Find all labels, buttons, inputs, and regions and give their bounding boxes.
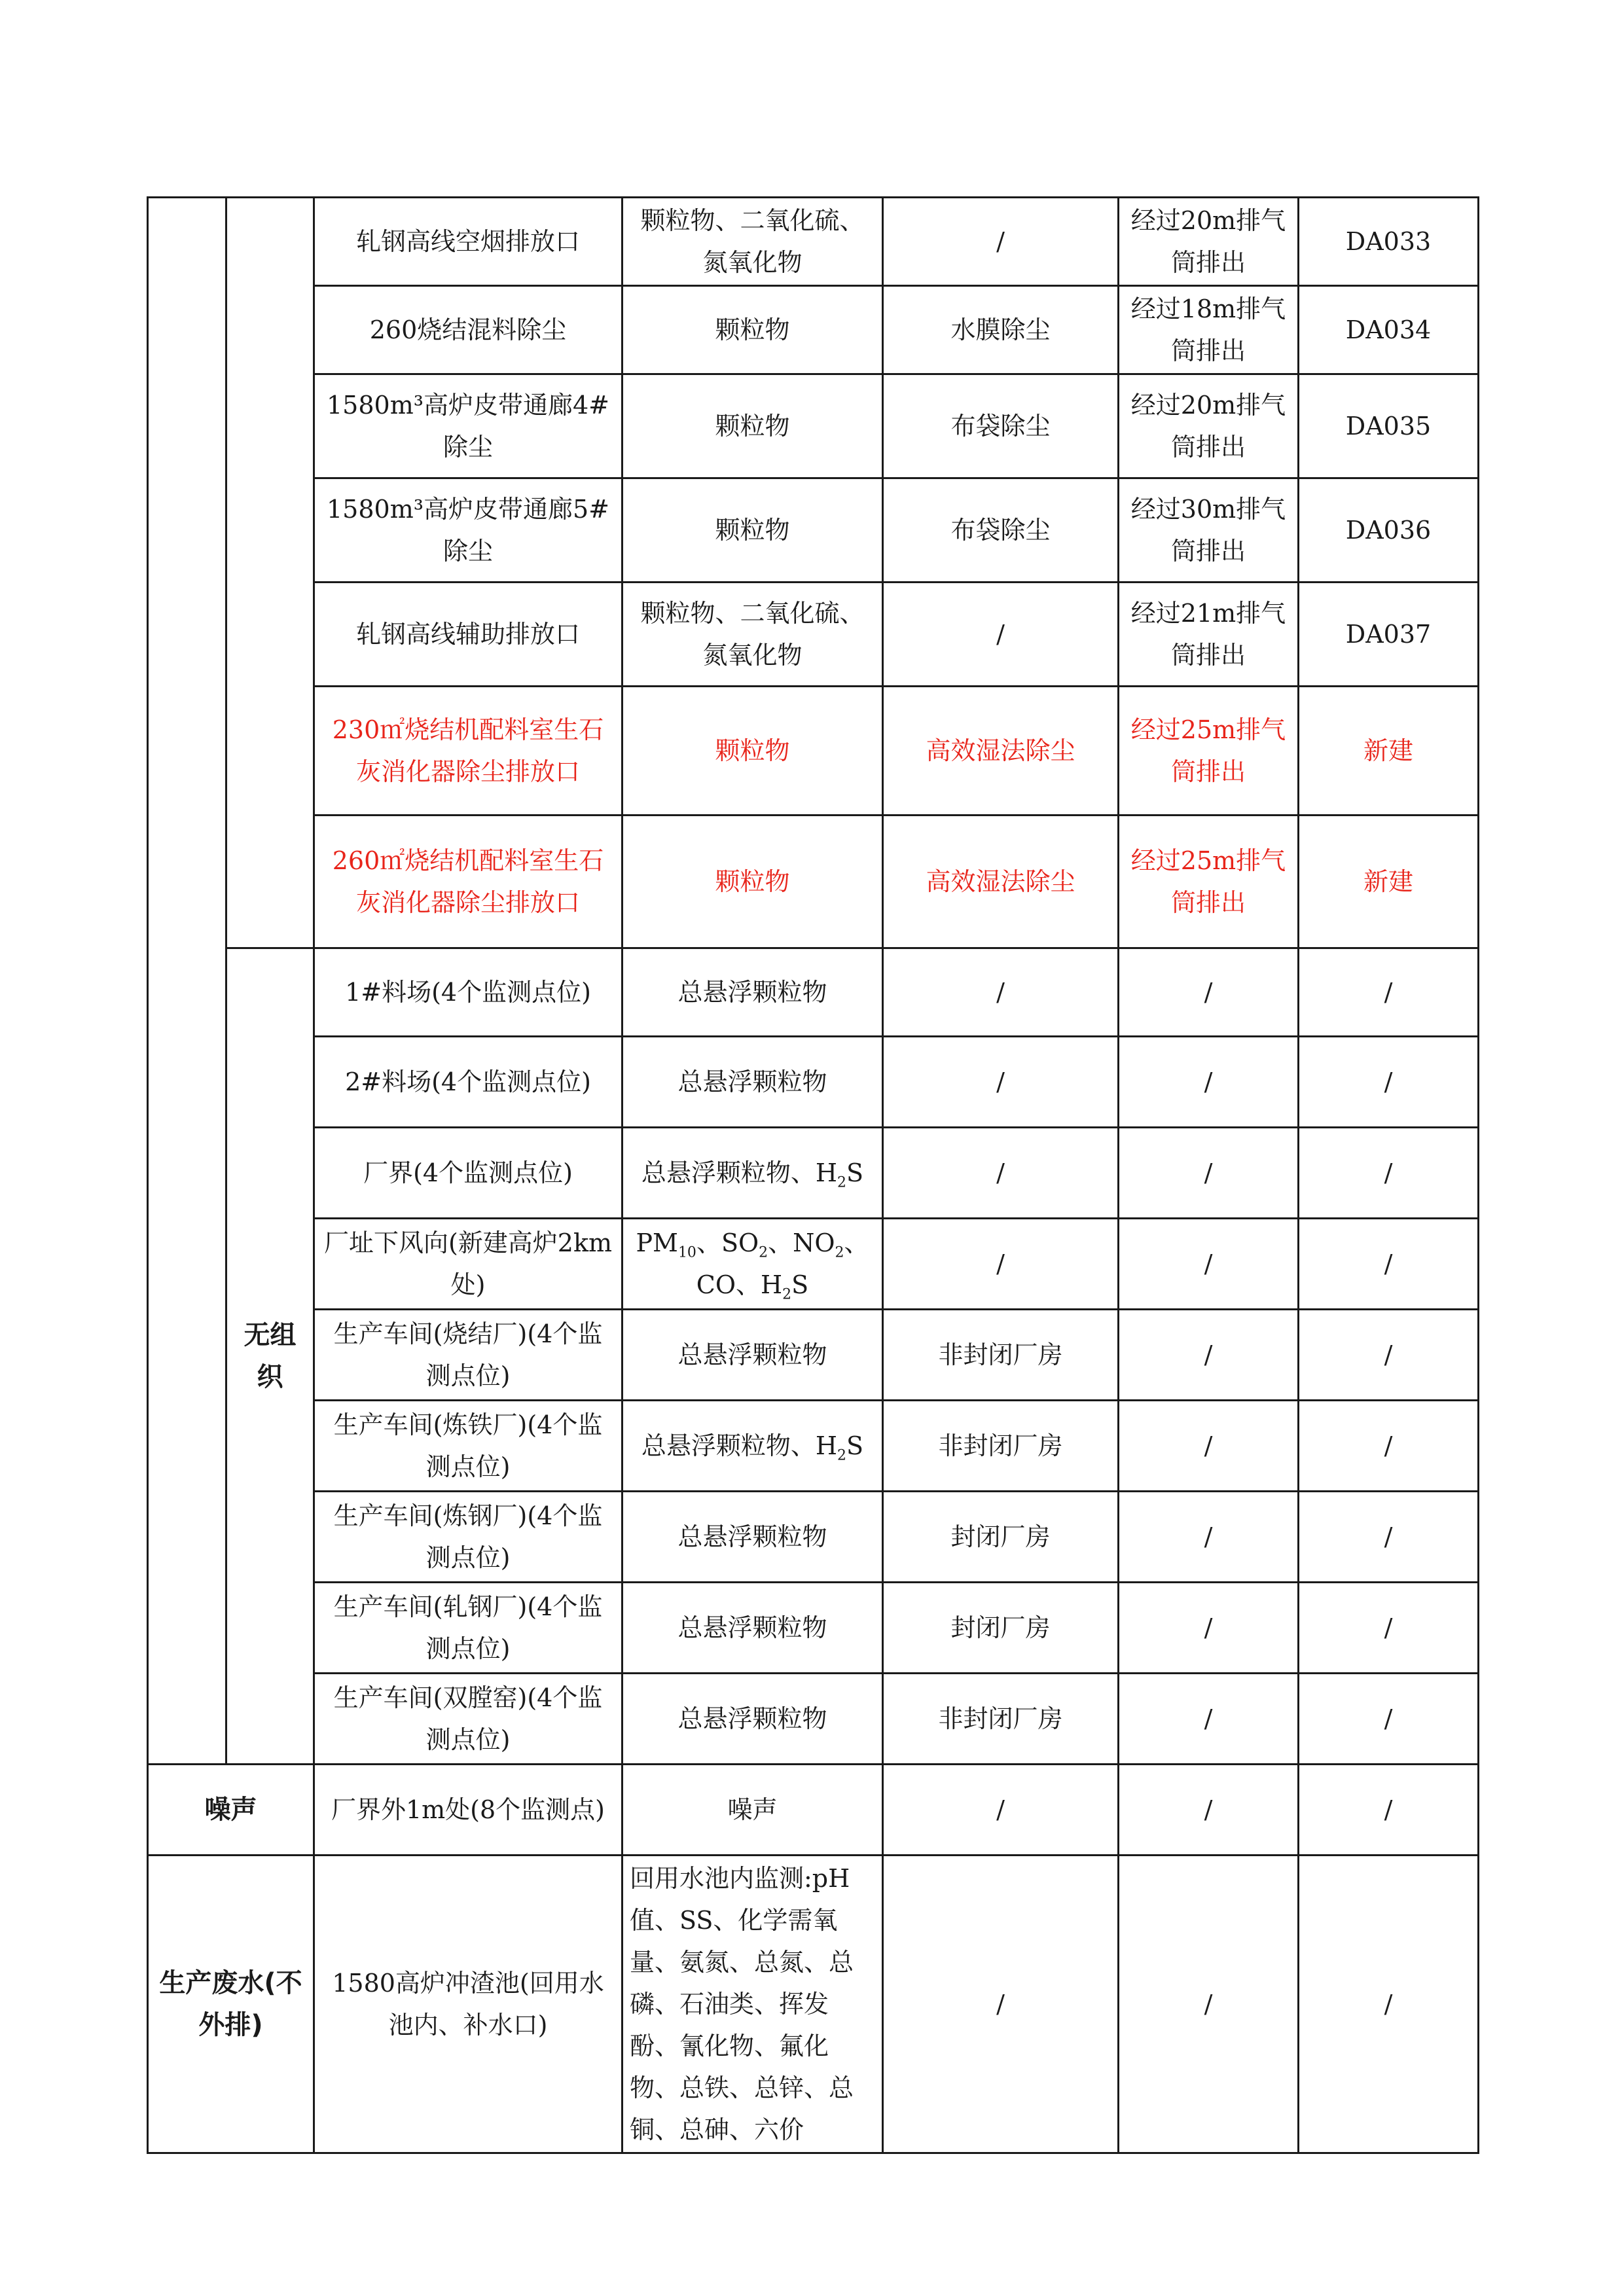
discharge-cell: 经过20m排气筒排出	[1119, 198, 1299, 286]
pollutant-cell: 总悬浮颗粒物	[623, 1037, 883, 1128]
subcategory-cell-organized	[226, 198, 314, 948]
measure-cell: /	[883, 1765, 1119, 1856]
outlet-cell: /	[1299, 1401, 1479, 1492]
outlet-cell: /	[1299, 1219, 1479, 1310]
location-cell: 1580m³高炉皮带通廊4#除尘	[314, 374, 623, 478]
outlet-cell: /	[1299, 1037, 1479, 1128]
table-row	[148, 1401, 1479, 1492]
category-cell-air	[148, 198, 226, 1765]
measure-cell: 非封闭厂房	[883, 1674, 1119, 1765]
discharge-cell: /	[1119, 1674, 1299, 1765]
table-row	[148, 286, 1479, 374]
outlet-cell: /	[1299, 948, 1479, 1037]
pollutant-cell: $PM_{10}$、$SO_2$、$NO_2$、CO、$H_2S$	[623, 1219, 883, 1310]
table-row	[148, 1037, 1479, 1128]
discharge-cell: /	[1119, 1401, 1299, 1492]
pollutant-cell: 颗粒物、二氧化硫、氮氧化物	[623, 198, 883, 286]
location-cell: 轧钢高线空烟排放口	[314, 198, 623, 286]
discharge-cell: /	[1119, 1128, 1299, 1219]
table-row	[148, 1674, 1479, 1765]
location-cell: 260㎡烧结机配料室生石灰消化器除尘排放口	[314, 816, 623, 948]
measure-cell: 布袋除尘	[883, 478, 1119, 583]
category-cell-noise: 噪声	[148, 1765, 314, 1856]
discharge-cell: 经过30m排气筒排出	[1119, 478, 1299, 583]
measure-cell: /	[883, 1037, 1119, 1128]
pollutant-cell: 总悬浮颗粒物	[623, 1583, 883, 1674]
location-cell: 1580高炉冲渣池(回用水池内、补水口)	[314, 1856, 623, 2153]
location-cell: 生产车间(烧结厂)(4个监测点位)	[314, 1310, 623, 1401]
location-cell: 轧钢高线辅助排放口	[314, 583, 623, 687]
pollutant-cell: 颗粒物	[623, 816, 883, 948]
outlet-cell: /	[1299, 1765, 1479, 1856]
pollutant-cell: 颗粒物	[623, 687, 883, 816]
measure-cell: /	[883, 948, 1119, 1037]
pollutant-cell: 噪声	[623, 1765, 883, 1856]
measure-cell: 封闭厂房	[883, 1492, 1119, 1583]
discharge-cell: /	[1119, 1765, 1299, 1856]
discharge-cell: /	[1119, 1219, 1299, 1310]
discharge-cell: 经过20m排气筒排出	[1119, 374, 1299, 478]
pollutant-cell: 颗粒物	[623, 286, 883, 374]
measure-cell: /	[883, 1128, 1119, 1219]
measure-cell: 高效湿法除尘	[883, 687, 1119, 816]
location-cell: 生产车间(双膛窑)(4个监测点位)	[314, 1674, 623, 1765]
measure-cell: 水膜除尘	[883, 286, 1119, 374]
location-cell: 生产车间(炼钢厂)(4个监测点位)	[314, 1492, 623, 1583]
discharge-cell: 经过18m排气筒排出	[1119, 286, 1299, 374]
discharge-cell: /	[1119, 948, 1299, 1037]
measure-cell: 非封闭厂房	[883, 1401, 1119, 1492]
location-cell: 厂界(4个监测点位)	[314, 1128, 623, 1219]
table-row	[148, 478, 1479, 583]
pollutant-cell: 总悬浮颗粒物	[623, 1492, 883, 1583]
table-row	[148, 374, 1479, 478]
measure-cell: 高效湿法除尘	[883, 816, 1119, 948]
location-cell: 2#料场(4个监测点位)	[314, 1037, 623, 1128]
pollutant-cell: 总悬浮颗粒物	[623, 1674, 883, 1765]
location-cell: 260烧结混料除尘	[314, 286, 623, 374]
outlet-cell: 新建	[1299, 816, 1479, 948]
table-row	[148, 1492, 1479, 1583]
pollutant-cell: 颗粒物	[623, 478, 883, 583]
outlet-cell: /	[1299, 1128, 1479, 1219]
table-row	[148, 1128, 1479, 1219]
outlet-cell: /	[1299, 1856, 1479, 2153]
pollutant-cell: 总悬浮颗粒物	[623, 948, 883, 1037]
outlet-cell: DA037	[1299, 583, 1479, 687]
discharge-cell: 经过25m排气筒排出	[1119, 687, 1299, 816]
outlet-cell: /	[1299, 1310, 1479, 1401]
category-cell-wastewater: 生产废水(不外排)	[148, 1856, 314, 2153]
measure-cell: /	[883, 198, 1119, 286]
table-row	[148, 1310, 1479, 1401]
pollutant-cell: 回用水池内监测:pH值、SS、化学需氧量、氨氮、总氮、总磷、石油类、挥发酚、氰化物、氟化物、总铁、总锌、总铜、总砷、六价	[623, 1856, 883, 2153]
table-row	[148, 1583, 1479, 1674]
table-row	[148, 198, 1479, 286]
location-cell: 厂界外1m处(8个监测点)	[314, 1765, 623, 1856]
location-cell: 生产车间(轧钢厂)(4个监测点位)	[314, 1583, 623, 1674]
location-cell: 厂址下风向(新建高炉2km处)	[314, 1219, 623, 1310]
subcategory-cell-fugitive: 无组织	[226, 948, 314, 1765]
measure-cell: /	[883, 1219, 1119, 1310]
measure-cell: /	[883, 1856, 1119, 2153]
location-cell: 生产车间(炼铁厂)(4个监测点位)	[314, 1401, 623, 1492]
pollutant-cell: 颗粒物	[623, 374, 883, 478]
measure-cell: 布袋除尘	[883, 374, 1119, 478]
table-row-new	[148, 687, 1479, 816]
discharge-cell: 经过25m排气筒排出	[1119, 816, 1299, 948]
pollutant-cell: 总悬浮颗粒物	[623, 1310, 883, 1401]
discharge-cell: 经过21m排气筒排出	[1119, 583, 1299, 687]
measure-cell: 封闭厂房	[883, 1583, 1119, 1674]
pollutant-cell: 总悬浮颗粒物、$H_2S$	[623, 1401, 883, 1492]
discharge-cell: /	[1119, 1856, 1299, 2153]
outlet-cell: DA035	[1299, 374, 1479, 478]
discharge-cell: /	[1119, 1310, 1299, 1401]
table-row-new	[148, 816, 1479, 948]
measure-cell: 非封闭厂房	[883, 1310, 1119, 1401]
outlet-cell: /	[1299, 1583, 1479, 1674]
monitoring-table	[147, 196, 1479, 2154]
pollutant-cell: 总悬浮颗粒物、$H_2S$	[623, 1128, 883, 1219]
discharge-cell: /	[1119, 1037, 1299, 1128]
measure-cell: /	[883, 583, 1119, 687]
location-cell: 1580m³高炉皮带通廊5#除尘	[314, 478, 623, 583]
location-cell: 230㎡烧结机配料室生石灰消化器除尘排放口	[314, 687, 623, 816]
monitoring-table-body	[148, 198, 1479, 2153]
table-row	[148, 583, 1479, 687]
pollutant-cell: 颗粒物、二氧化硫、氮氧化物	[623, 583, 883, 687]
outlet-cell: DA033	[1299, 198, 1479, 286]
outlet-cell: /	[1299, 1492, 1479, 1583]
table-row	[148, 948, 1479, 1037]
table-row-wastewater	[148, 1856, 1479, 2153]
location-cell: 1#料场(4个监测点位)	[314, 948, 623, 1037]
outlet-cell: /	[1299, 1674, 1479, 1765]
outlet-cell: DA036	[1299, 478, 1479, 583]
discharge-cell: /	[1119, 1492, 1299, 1583]
table-row	[148, 1219, 1479, 1310]
outlet-cell: 新建	[1299, 687, 1479, 816]
discharge-cell: /	[1119, 1583, 1299, 1674]
outlet-cell: DA034	[1299, 286, 1479, 374]
table-row-noise	[148, 1765, 1479, 1856]
